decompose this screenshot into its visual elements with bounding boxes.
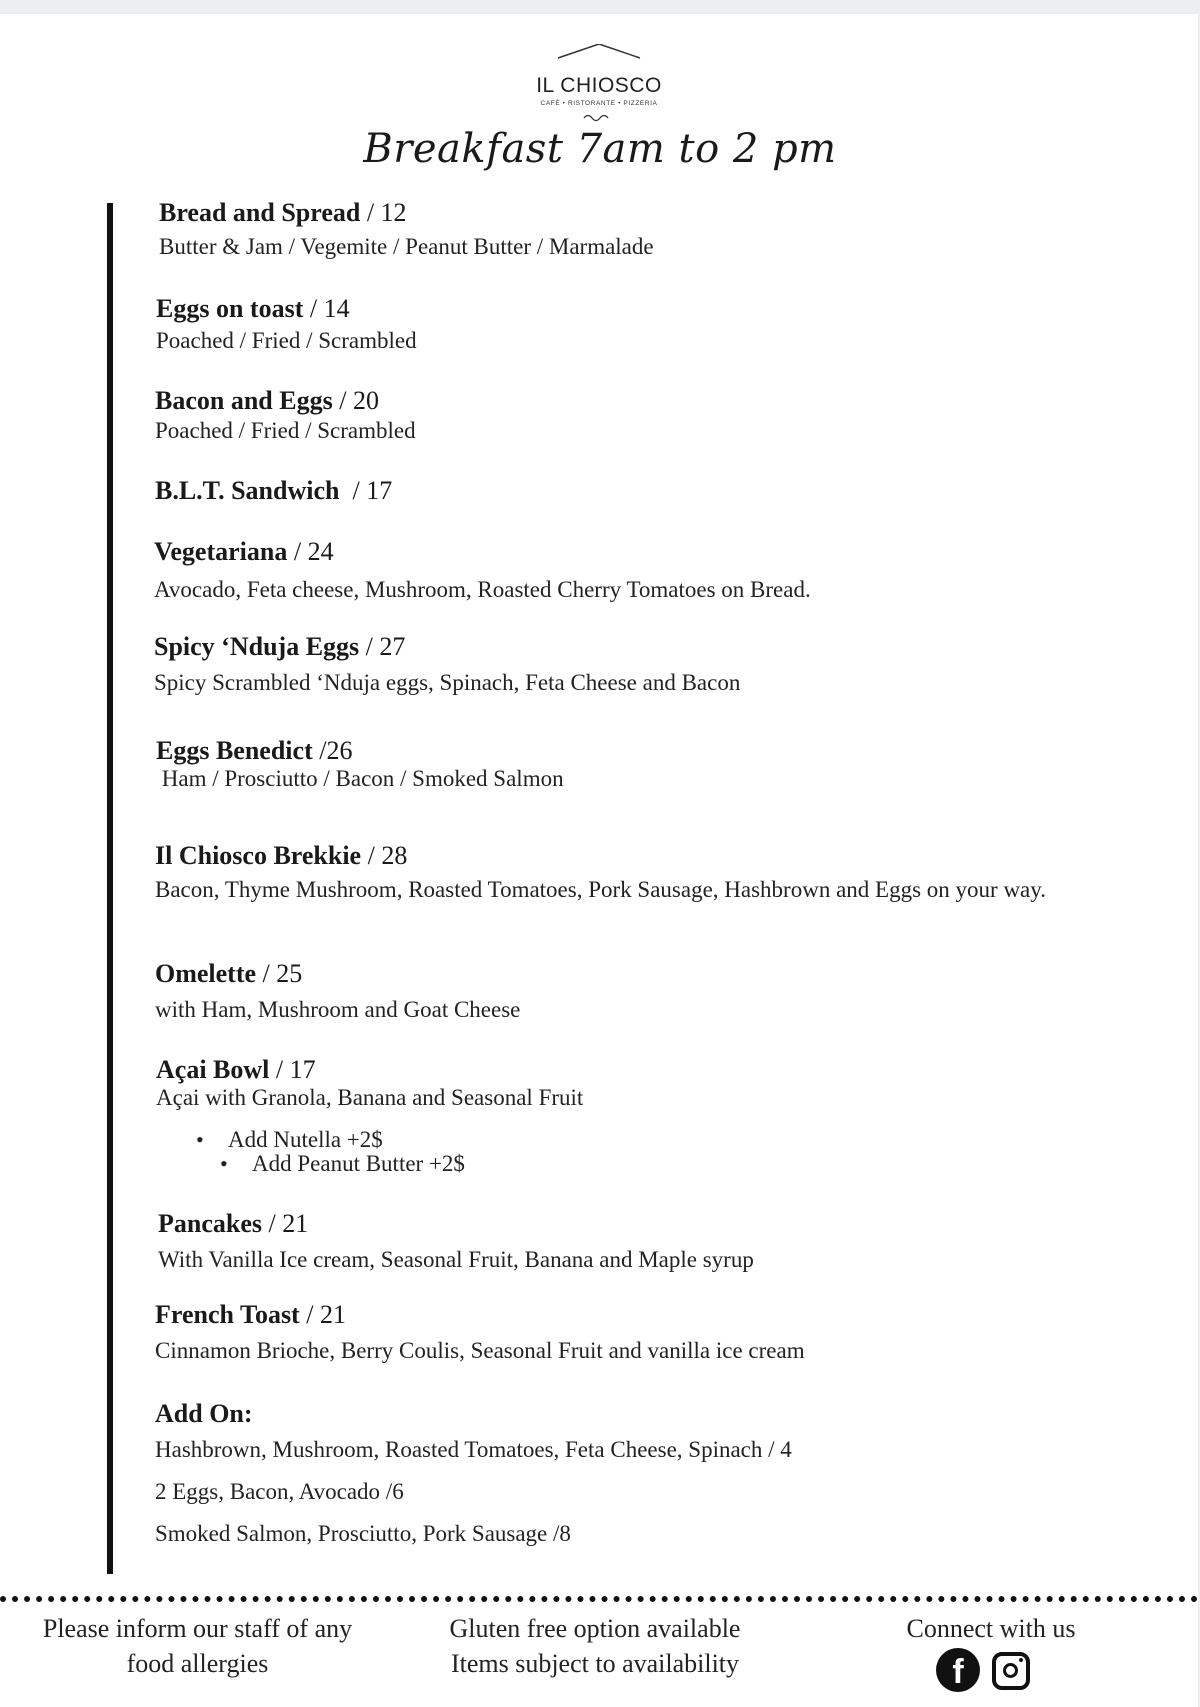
- item-price: / 21: [299, 1300, 346, 1329]
- item-title: [154, 632, 740, 662]
- item-title: [155, 841, 1115, 871]
- menu-item: [154, 537, 811, 603]
- item-name: Omelette: [155, 959, 257, 988]
- brand-name: IL CHIOSCO: [536, 74, 662, 97]
- menu-page: [0, 14, 1198, 1707]
- item-price: /26: [312, 736, 353, 765]
- item-price: / 28: [361, 841, 408, 870]
- menu-item: [155, 476, 392, 506]
- item-title: [158, 1209, 754, 1239]
- menu-item: [154, 632, 740, 696]
- item-title: [159, 198, 654, 228]
- item-price: / 20: [332, 386, 379, 415]
- add-on-line: Smoked Salmon, Prosciutto, Pork Sausage /8: [155, 1521, 571, 1546]
- instagram-icon[interactable]: [992, 1652, 1030, 1690]
- item-name: French Toast: [155, 1300, 300, 1329]
- item-title: [155, 476, 392, 506]
- availability-line: Items subject to availability: [450, 1649, 740, 1678]
- menu-item: [155, 841, 1115, 907]
- add-on-line: 2 Eggs, Bacon, Avocado /6: [155, 1479, 404, 1504]
- item-description: Açai with Granola, Banana and Seasonal Fruit: [156, 1085, 584, 1110]
- add-on-line: Hashbrown, Mushroom, Roasted Tomatoes, Feta Cheese, Spinach / 4: [155, 1437, 792, 1462]
- item-name: Pancakes: [158, 1209, 262, 1238]
- item-title: [155, 386, 416, 416]
- item-description: Avocado, Feta cheese, Mushroom, Roasted Cherry Tomatoes on Bread.: [154, 577, 811, 602]
- menu-item: [159, 198, 654, 260]
- item-description: Poached / Fried / Scrambled: [155, 418, 416, 443]
- item-description: Cinnamon Brioche, Berry Coulis, Seasonal Fruit and vanilla ice cream: [155, 1338, 805, 1363]
- item-name: Bacon and Eggs: [155, 386, 333, 415]
- item-description: Poached / Fried / Scrambled: [156, 328, 417, 353]
- addon-item: • Add Nutella +2$: [228, 1128, 441, 1152]
- item-price: / 24: [287, 537, 334, 566]
- item-price: / 17: [339, 476, 393, 505]
- item-price: / 27: [359, 632, 406, 661]
- allergy-notice: [25, 1611, 370, 1681]
- gluten-notice: [420, 1611, 770, 1681]
- menu-item: [156, 736, 564, 792]
- item-description: Bacon, Thyme Mushroom, Roasted Tomatoes, Pork Sausage, Hashbrown and Eggs on your way.: [155, 877, 1047, 902]
- menu-title: Breakfast 7am to 2 pm: [363, 126, 837, 172]
- item-name: Açai Bowl: [156, 1055, 270, 1084]
- addon-item: • Add Peanut Butter +2$: [252, 1152, 465, 1176]
- item-price: / 14: [303, 294, 350, 323]
- add-on-title: Add On:: [155, 1399, 253, 1428]
- item-title: [155, 1300, 805, 1330]
- wave-icon: [584, 116, 608, 121]
- menu-item: [155, 959, 520, 1023]
- item-price: / 17: [269, 1055, 316, 1084]
- item-description: Ham / Prosciutto / Bacon / Smoked Salmon: [156, 766, 564, 791]
- brand-logo: [536, 44, 662, 124]
- dotted-divider: [0, 1596, 1198, 1602]
- add-on-section: [155, 1399, 792, 1547]
- allergy-line: food allergies: [126, 1649, 269, 1678]
- item-name: Eggs Benedict: [156, 736, 313, 765]
- allergy-line: Please inform our staff of any: [42, 1614, 353, 1643]
- item-price: / 25: [256, 959, 303, 988]
- menu-item: [155, 386, 416, 444]
- item-title: [156, 736, 564, 766]
- item-price: / 12: [360, 198, 407, 227]
- gluten-line: Gluten free option available: [449, 1614, 741, 1643]
- item-description: With Vanilla Ice cream, Seasonal Fruit, Banana and Maple syrup: [158, 1247, 754, 1272]
- facebook-icon[interactable]: f: [936, 1648, 980, 1692]
- brand-subtitle: CAFÉ • RISTORANTE • PIZZERIA: [540, 100, 658, 107]
- menu-item: [158, 1209, 754, 1273]
- addon-list: [228, 1127, 465, 1176]
- menu-item: [156, 1055, 583, 1111]
- item-name: Bread and Spread: [159, 198, 361, 227]
- menu-item: [156, 294, 417, 354]
- item-description: with Ham, Mushroom and Goat Cheese: [155, 997, 521, 1022]
- menu-item: [155, 1300, 805, 1364]
- item-description: Butter & Jam / Vegemite / Peanut Butter / Marmalade: [159, 234, 654, 259]
- item-title: [155, 959, 520, 989]
- social-links: [936, 1648, 1032, 1692]
- connect-label: Connect with us: [906, 1614, 1076, 1643]
- item-title: [156, 294, 417, 324]
- item-price: / 21: [262, 1209, 309, 1238]
- item-name: Eggs on toast: [156, 294, 304, 323]
- item-name: Vegetariana: [154, 537, 288, 566]
- item-name: Spicy ‘Nduja Eggs: [154, 632, 360, 661]
- item-title: [156, 1055, 583, 1085]
- side-rule: [107, 203, 113, 1574]
- item-title: [154, 537, 811, 567]
- item-description: Spicy Scrambled ‘Nduja eggs, Spinach, Feta Cheese and Bacon: [154, 670, 741, 695]
- item-name: B.L.T. Sandwich: [155, 476, 340, 505]
- item-name: Il Chiosco Brekkie: [155, 841, 362, 870]
